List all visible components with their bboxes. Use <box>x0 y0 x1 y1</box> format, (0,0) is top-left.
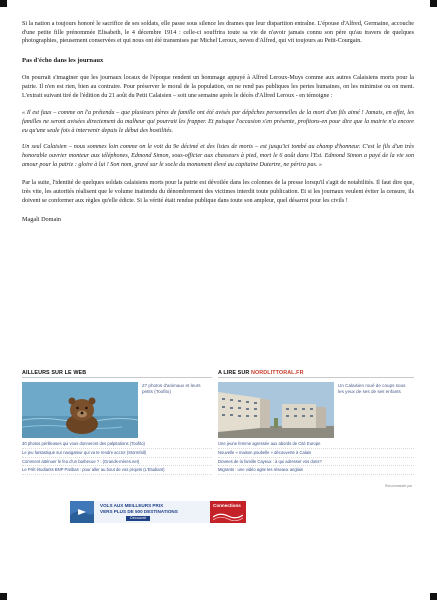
corner-mark-top-right <box>430 0 437 7</box>
list-item[interactable]: Drames de la famille Cayeux : à qui adresser vos dons? <box>218 458 414 467</box>
paragraph-intro: Si la nation a toujours honoré le sacrifice de ses soldats, elle passe sous silence les drames que leur disparition entraîne. L'épouse d'Alfred, Germaine, accouche d'une petite fille prénommée Elisabeth, le 4 décembre 1914 : celle-ci souffrira toute sa vie de n'avoir jamais connu son père qu'au travers de quelques photographies, pieusement conservées et qui nous ont été transmises par Michel Leroux, neveu d'Alfred, qui vit toujours au Petit-Courgain. <box>22 21 414 45</box>
apartment-buildings-image <box>218 382 334 438</box>
widget-elsewhere-links <box>22 440 212 475</box>
recommended-by-credit[interactable]: Recommandé par <box>385 484 412 488</box>
recommendation-widgets <box>22 370 414 490</box>
featured-link-calaisien[interactable]: Un Calaisien roué de coups sous les yeux de ses de ses enfants <box>338 383 406 394</box>
banner-discover-button[interactable]: Découvrir <box>126 516 150 521</box>
widget-elsewhere <box>22 370 212 490</box>
banner-line-1: VOLS AUX MEILLEURS PRIX <box>100 503 164 508</box>
widget-nordlittoral <box>218 370 414 490</box>
list-item[interactable]: Une jeune femme agressée aux abords de Cité Europe <box>218 440 414 449</box>
featured-link-animals[interactable]: 27 photos d'animaux et leurs petits (Toofito) <box>142 383 201 394</box>
paragraph-context: On pourrait s'imaginer que les journaux locaux de l'époque rendent un hommage appuyé à Alfred Leroux-Muys comme aux autres Calaisiens morts pour la patrie. Il n'en est rien, bien au contraire. Pour préserver le moral de la population, on ne rend pas publiques les pertes humaines, on les minimise ou on ment. L'extrait suivant tiré de l'édition du 21 août du Petit Calaisien – soit une semaine après le décès d'Alfred Leroux - en témoigne : <box>22 75 414 99</box>
list-item[interactable]: Le jeu fantastique sur navigateur qui va te rendre accro! (Stormfall) <box>22 449 212 458</box>
widget-nordlittoral-title <box>218 370 414 378</box>
list-item[interactable]: Migrants : une vidéo agite les réseaux anglais <box>218 466 414 475</box>
corner-mark-bottom-right <box>430 593 437 600</box>
banner-line-2: VERS PLUS DE 500 DESTINATIONS <box>100 509 178 514</box>
corner-mark-bottom-left <box>0 593 7 600</box>
widget-nordlittoral-links <box>218 440 414 475</box>
widget-title-prefix: A LIRE SUR <box>218 370 251 376</box>
widget-title-site: NORDLITTORAL.FR <box>250 370 304 376</box>
corner-mark-top-left <box>0 0 7 7</box>
brand-name: Connections <box>213 503 241 508</box>
quote-paragraph-1: « Il est faux – comme on l'a prétendu – que plusieurs pères de famille ont été avisés par dépêches personnelles de la mort d'un fils aimé ! Jamais, en effet, les familles ne seront avisées directement du malheur qui pourrait les frapper. Et puisque l'occasion s'en présente, profitons-en pour dire que la mairie n'a encore eu qu'une seule fois à intervenir depuis le début des hostilités. <box>22 110 414 134</box>
paragraph-conclusion: Par la suite, l'identité de quelques soldats calaisiens morts pour la patrie est dévoilée dans les colonnes de la presse lorsqu'il s'agit de notabilités. Il faut dire que, très vite, les autorités réalisent que le volume inattendu du dénombrement des victimes interdit toute publication. Et si les journaux veulent éviter la censure, ils doivent se conformer aux règles qu'elle édicte. Si la vérité était rendue publique dans toute son ampleur, quel désarroi pour les civils ! <box>22 180 414 204</box>
list-item[interactable]: Comment atténuer le feu d'un barbecue ? : (Grands-mères.net) <box>22 458 212 467</box>
list-item[interactable]: Nouvelle « maison poubelle » découverte à Calais <box>218 449 414 458</box>
author-signature: Magali Domain <box>22 215 62 223</box>
list-item[interactable]: 30 photos périlleuses qui vous donneront des palpitations (Toofito) <box>22 440 212 449</box>
quote-paragraph-2: Un seul Calaisien – nous sommes loin comme on le voit du 9e décimé et des listes de morts – est jusqu'ici tombé au champ d'honneur. C'est le fils d'un très honorable ouvrier monteur aux téléphones, Edmond Simon, sous-officier aux chasseurs à pied, mort le 6 août dans l'Est. Edmond Simon a payé de la vie son amour pour la patrie : gloire à lui ! Son nom, gravé sur le socle du monument élevé au capitaine Dutertre, ne périra pas. » <box>22 144 414 168</box>
bear-in-water-image <box>22 382 138 438</box>
bear-photo-thumbnail[interactable] <box>22 382 138 438</box>
list-item[interactable]: Le Prêt étudiants BNP Paribas : pour aller au bout de vos projets (L'Etudiant) <box>22 466 212 475</box>
connections-brand-box[interactable] <box>210 501 246 523</box>
buildings-photo-thumbnail[interactable] <box>218 382 334 438</box>
brand-wave-icon <box>213 511 243 521</box>
widget-elsewhere-title: AILLEURS SUR LE WEB <box>22 370 212 378</box>
article-body <box>22 20 414 224</box>
section-heading: Pas d'écho dans les journaux <box>22 57 104 65</box>
